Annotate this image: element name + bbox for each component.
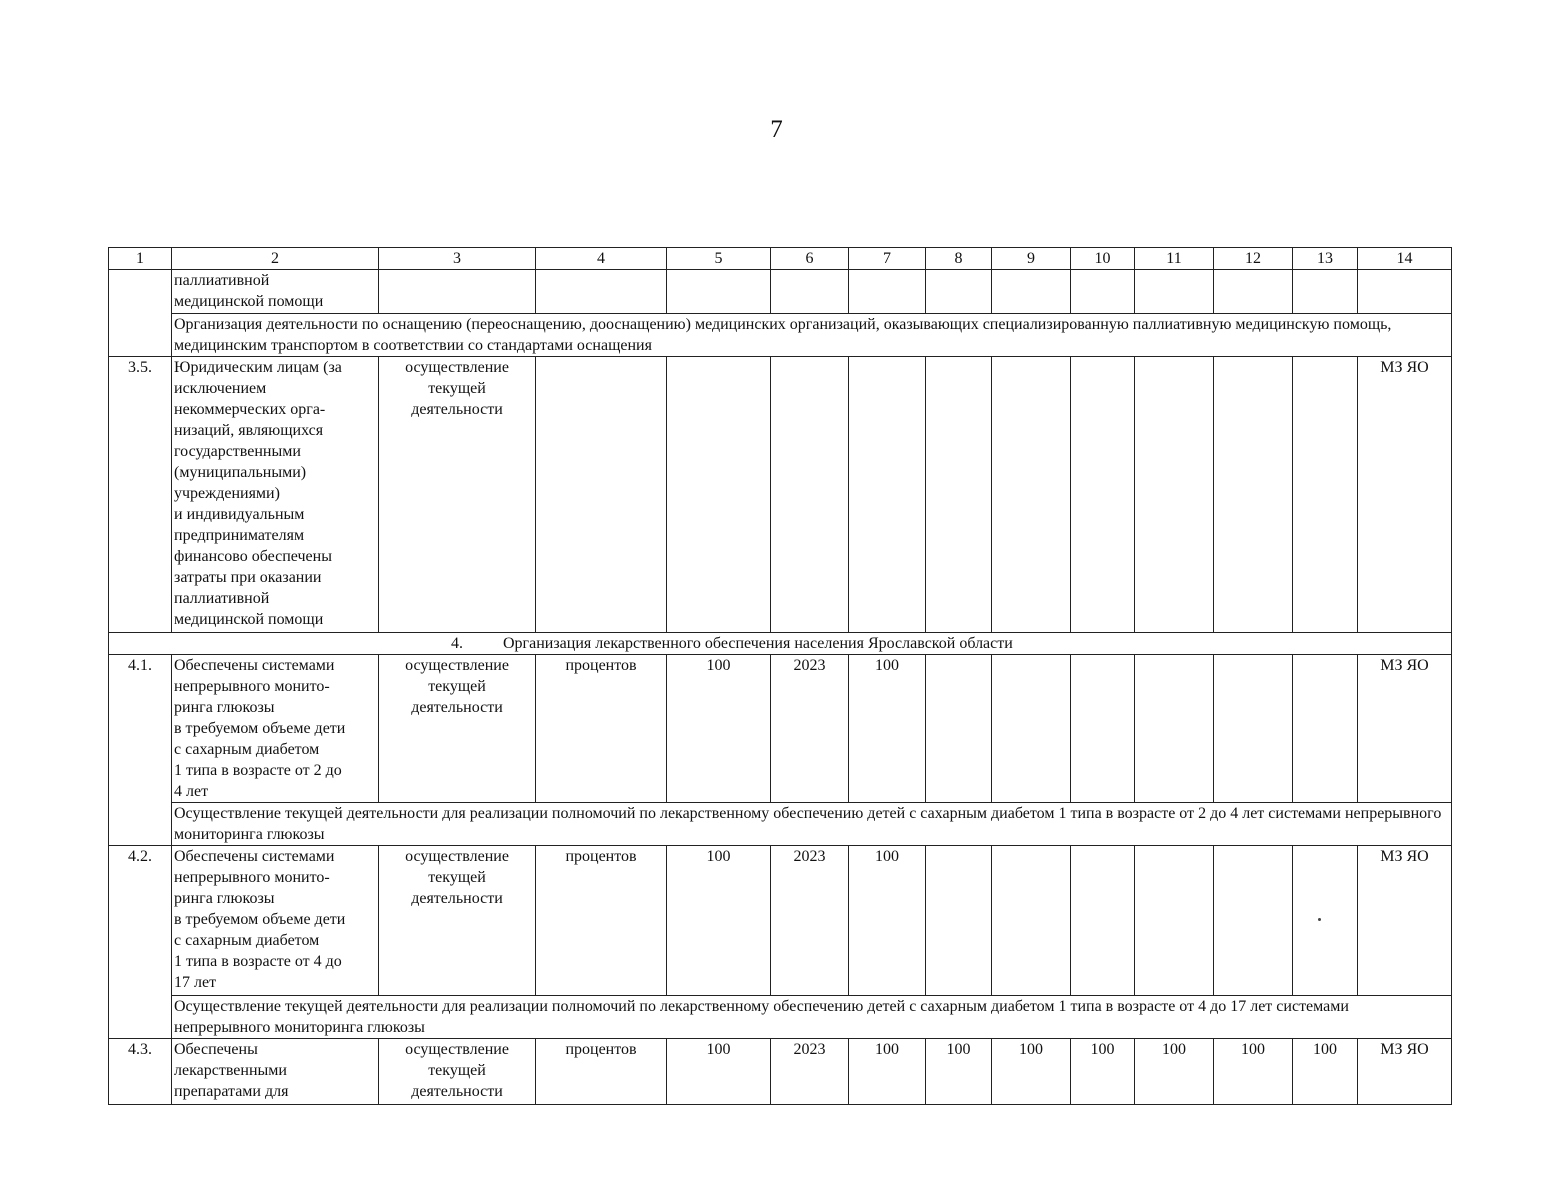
unit: процентов: [536, 655, 667, 803]
responsible: МЗ ЯО: [1358, 655, 1452, 803]
value-col7: 100: [849, 655, 926, 803]
value-col7: 100: [849, 1039, 926, 1105]
result-type: осуществление текущей деятельности: [379, 1039, 536, 1105]
section-title: Организация лекарственного обеспечения населения Ярославской области: [503, 635, 1013, 652]
indicator-name: Обеспечены системами непрерывного монито- ринга глюкозы в требуемом объеме дети с сахарным диабетом 1 типа в возрасте от 2 до 4 лет: [172, 655, 379, 803]
col-header: 1: [109, 248, 172, 270]
table-row: [109, 270, 1452, 314]
row-number: 3.5.: [109, 357, 172, 633]
value-col12: 100: [1214, 1039, 1293, 1105]
col-header: 11: [1135, 248, 1214, 270]
task-description: Организация деятельности по оснащению (переоснащению, дооснащению) медицинских организаций, оказывающих специализированную паллиативную медицинскую помощь, медицинским транспортом в соответствии со стандартами оснащения: [172, 314, 1452, 357]
col-header: 3: [379, 248, 536, 270]
col-header: 5: [667, 248, 771, 270]
col-header: 10: [1071, 248, 1135, 270]
section-row: [109, 633, 1452, 655]
col-header: 2: [172, 248, 379, 270]
responsible: МЗ ЯО: [1358, 1039, 1452, 1105]
task-row: [109, 996, 1452, 1039]
result-type: осуществление текущей деятельности: [379, 357, 536, 633]
indicator-name: Юридическим лицам (за исключением некоммерческих орга- низаций, являющихся государственными (муниципальными) учреждениями) и индивидуальным предпринимателям финансово обеспечены затраты при оказании паллиативной медицинской помощи: [172, 357, 379, 633]
row-number: 4.3.: [109, 1039, 172, 1105]
table-row: [109, 357, 1452, 633]
base-year: 2023: [771, 846, 849, 996]
task-description: Осуществление текущей деятельности для реализации полномочий по лекарственному обеспечению детей с сахарным диабетом 1 типа в возрасте от 4 до 17 лет системами непрерывного мониторинга глюкозы: [172, 996, 1452, 1039]
page-number: 7: [770, 116, 783, 143]
scan-speck: [1318, 918, 1321, 921]
num-cell: [109, 270, 172, 357]
col-header: 4: [536, 248, 667, 270]
result-type: осуществление текущей деятельности: [379, 655, 536, 803]
indicator-name: Обеспечены системами непрерывного монито- ринга глюкозы в требуемом объеме дети с сахарным диабетом 1 типа в возрасте от 4 до 17 лет: [172, 846, 379, 996]
table-row: [109, 655, 1452, 803]
task-row: [109, 803, 1452, 846]
col-header: 6: [771, 248, 849, 270]
row-number: 4.2.: [109, 846, 172, 1039]
row-number: 4.1.: [109, 655, 172, 846]
value-col8: 100: [926, 1039, 992, 1105]
indicator-name: Обеспечены лекарственными препаратами для: [172, 1039, 379, 1105]
responsible: МЗ ЯО: [1358, 357, 1452, 633]
col-header: 12: [1214, 248, 1293, 270]
col-header: 14: [1358, 248, 1452, 270]
value-col7: 100: [849, 846, 926, 996]
value-col13: 100: [1293, 1039, 1358, 1105]
col-header: 9: [992, 248, 1071, 270]
unit: процентов: [536, 1039, 667, 1105]
base-value: 100: [667, 655, 771, 803]
section-number: 4.: [451, 635, 463, 652]
base-value: 100: [667, 1039, 771, 1105]
col-header: 7: [849, 248, 926, 270]
col-header: 8: [926, 248, 992, 270]
task-description: Осуществление текущей деятельности для реализации полномочий по лекарственному обеспечению детей с сахарным диабетом 1 типа в возрасте от 2 до 4 лет системами непрерывного мониторинга глюкозы: [172, 803, 1452, 846]
indicator-name: паллиативной медицинской помощи: [172, 270, 379, 314]
task-row: [109, 314, 1452, 357]
column-number-row: [109, 248, 1452, 270]
value-col9: 100: [992, 1039, 1071, 1105]
base-value: 100: [667, 846, 771, 996]
result-type: осуществление текущей деятельности: [379, 846, 536, 996]
section-title-cell: [109, 633, 1452, 655]
unit: процентов: [536, 846, 667, 996]
base-year: 2023: [771, 655, 849, 803]
responsible: МЗ ЯО: [1358, 846, 1452, 996]
col-header: 13: [1293, 248, 1358, 270]
table-row: [109, 846, 1452, 996]
indicators-table: [108, 247, 1452, 1105]
value-col11: 100: [1135, 1039, 1214, 1105]
base-year: 2023: [771, 1039, 849, 1105]
table-row: [109, 1039, 1452, 1105]
value-col10: 100: [1071, 1039, 1135, 1105]
